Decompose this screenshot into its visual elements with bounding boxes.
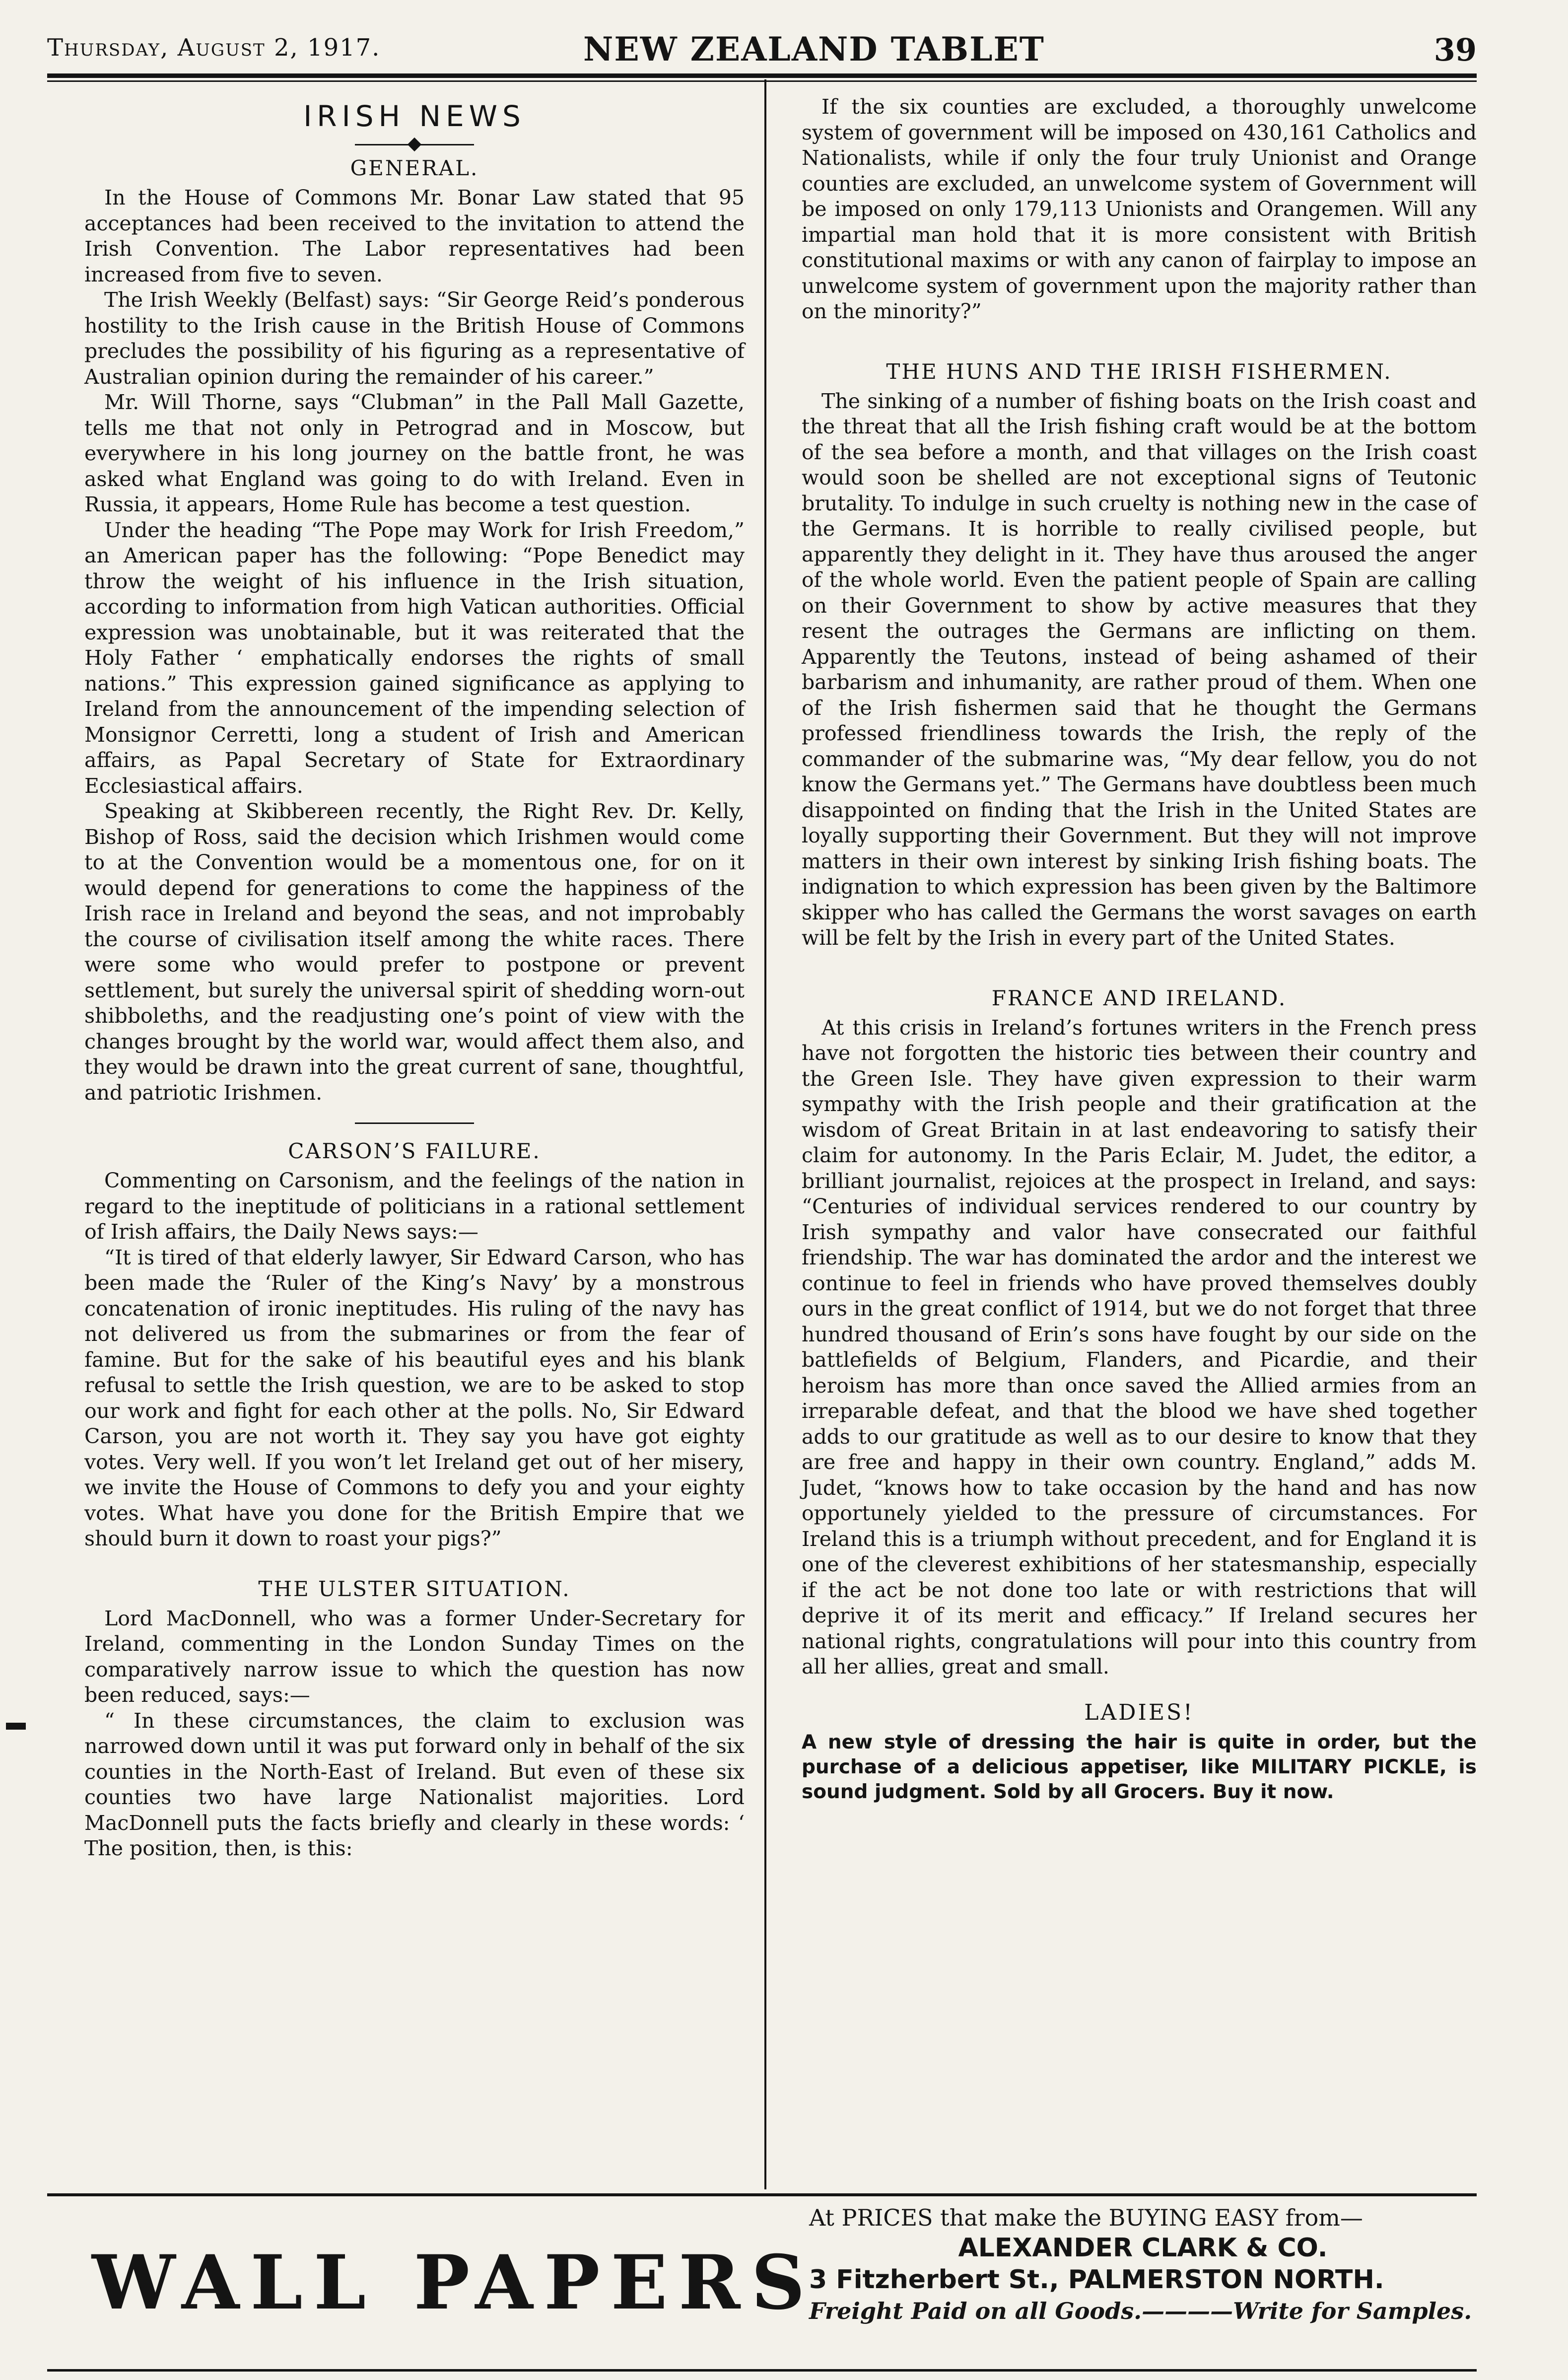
ladies-heading: LADIES! (1084, 1699, 1194, 1725)
article-paragraph: The sinking of a number of fishing boats on the Irish coast and the threat that all the Irish fishing craft would be at the bottom of the sea before a month, and that villages on the Irish coast would soon be shelled are not exceptional signs of Teutonic brutality. To indulge in such cruelty is nothing new in the case of the Germans. It is horrible to really civilised people, but apparently they delight in it. They have thus aroused the anger of the whole world. Even the patient people of Spain are calling on their Government to show by active measures that they resent the outrages the Germans are inflicting on them. Apparently the Teutons, instead of being ashamed of their barbarism and inhumanity, are rather proud of them. When one of the Irish fishermen said that he thought the Germans professed friendliness towards the Irish, the reply of the commander of the submarine was, “My dear fellow, you do not know the Germans yet.” The Germans have doubtless been much disappointed on finding that the Irish in the United States are loyally supporting their Government. But they will not improve matters in their own interest by sinking Irish fishing boats. The indignation to which expression has been given by the Baltimore skipper who has called the Germans the worst savages on earth will be felt by the Irish in every part of the United States. (802, 389, 1477, 950)
article-paragraph: Speaking at Skibbereen recently, the Right Rev. Dr. Kelly, Bishop of Ross, said the decision which Irishmen would come to at the Convention would be a momentous one, for on it would depend for generations to come the happiness of the Irish race in Ireland and beyond the seas, and not improbably the course of civilisation itself among the white races. There were some who would prefer to postpone or prevent settlement, but surely the universal spirit of shedding worn-out shibboleths, and the readjusting one’s point of view with the changes brought by the world war, would affect them also, and they would be drawn into the great current of sane, thoughtful, and patriotic Irishmen. (84, 799, 745, 1105)
section-heading-ulster: THE ULSTER SITUATION. (258, 1576, 571, 1601)
diamond-ornament-icon (408, 138, 421, 151)
advert-rule-top (47, 2193, 1477, 2196)
section-heading-carson: CARSON’S FAILURE. (288, 1139, 541, 1163)
wall-papers-advert (47, 2204, 1477, 2368)
article-paragraph: At this crisis in Ireland’s fortunes writers in the French press have not forgotten the historic ties between their country and the Green Isle. They have given expression to their warm sympathy with the Irish people and their gratification at the wisdom of Great Britain in at last endeavoring to satisfy their claim for autonomy. In the Paris Eclair, M. Judet, the editor, a brilliant journalist, rejoices at the prospect in Ireland, and says: “Centuries of individual services rendered to our country by Irish sympathy and valor have consecrated our faithful friendship. The war has dominated the ardor and the interest we continue to feel in friends who have proved themselves doubly ours in the great conflict of 1914, but we do not forget that three hundred thousand of Erin’s sons have fought by our side on the battlefields of Belgium, Flanders, and Picardie, and their heroism has more than once saved the Allied armies from an irreparable defeat, and that the blood we have shed together adds to our gratitude as well as to our desire to know that they are free and happy in their own country. England,” adds M. Judet, “knows how to take occasion by the hand and has now opportunely yielded to the pressure of circumstances. For Ireland this is a triumph without precedent, and for England it is one of the cleverest exhibitions of her statesmanship, especially if the act be not done too late or with restrictions that will deprive it of its merit and efficacy.” If Ireland secures her national rights, congratulations will pour into this country from all her allies, great and small. (802, 1015, 1477, 1679)
page-header (47, 30, 1477, 70)
advert-line-company: ALEXANDER CLARK & CO. (958, 2233, 1328, 2263)
left-column (84, 94, 745, 1862)
section-heading-general: GENERAL. (350, 156, 479, 180)
article-paragraph: Under the heading “The Pope may Work for Irish Freedom,” an American paper has the following: “Pope Benedict may throw the weight of his influence in the Irish situation, according to information from high Vatican authorities. Official expression was unobtainable, but it was reiterated that the Holy Father ‘ emphatically endorses the rights of small nations.” This expression gained significance as applying to Ireland from the announcement of the impending selection of Monsignor Cerretti, long a student of Irish and American affairs, as Papal Secretary of State for Extraordinary Ecclesiastical affairs. (84, 518, 745, 798)
header-rule-thick (47, 73, 1477, 78)
continued-paragraph: If the six counties are excluded, a thoroughly unwelcome system of government will be imposed on 430,161 Catholics and Nationalists, while if only the four truly Unionist and Orange counties are excluded, an unwelcome system of Government will be imposed on only 179,113 Unionists and Orangemen. Will any impartial man hold that it is more consistent with British constitutional maxims or with any canon of fairplay to impose an unwelcome system of government upon the majority rather than on the minority?” (802, 95, 1477, 323)
article-paragraph: In the House of Commons Mr. Bonar Law stated that 95 acceptances had been received to the invitation to attend the Irish Convention. The Labor representatives had been increased from five to seven. (84, 186, 745, 286)
main-heading: IRISH NEWS (303, 99, 526, 133)
page-number: 39 (1433, 32, 1477, 68)
advert-details (809, 2204, 1477, 2324)
right-column (802, 94, 1477, 1805)
header-rule-thin (47, 80, 1477, 82)
article-paragraph: Commenting on Carsonism, and the feelings of the nation in regard to the ineptitude of politicians in a rational settlement of Irish affairs, the Daily News says:— (84, 1169, 745, 1244)
article-paragraph: Mr. Will Thorne, says “Clubman” in the Pall Mall Gazette, tells me that not only in Petrograd and in Moscow, but everywhere in his long journey on the battle front, he was asked what England was going to do with Ireland. Even in Russia, it appears, Home Rule has become a test question. (84, 390, 745, 516)
column-divider (764, 79, 766, 2189)
heading-ornament (84, 136, 745, 153)
advert-headline: WALL PAPERS (92, 2239, 816, 2326)
section-heading-huns: THE HUNS AND THE IRISH FISHERMEN. (886, 359, 1392, 384)
article-paragraph: Lord MacDonnell, who was a former Under-Secretary for Ireland, commenting in the London Sunday Times on the comparatively narrow issue to which the question has now been reduced, says:— (84, 1606, 745, 1707)
advert-line-address: 3 Fitzherbert St., PALMERSTON NORTH. (809, 2265, 1384, 2295)
advert-line-freight: Freight Paid on all Goods.————Write for Samples. (809, 2298, 1472, 2324)
advert-rule-bottom (47, 2369, 1477, 2372)
margin-pointer-mark (6, 1723, 26, 1730)
article-paragraph: The Irish Weekly (Belfast) says: “Sir George Reid’s ponderous hostility to the Irish cause in the British House of Commons precludes the possibility of his figuring as a representative of Australian opinion during the remainder of his career.” (84, 288, 745, 389)
article-paragraph: “It is tired of that elderly lawyer, Sir Edward Carson, who has been made the ‘Ruler of the King’s Navy’ by a monstrous concatenation of ironic ineptitudes. His ruling of the navy has not delivered us from the submarines or from the fear of famine. But for the sake of his beautiful eyes and his blank refusal to settle the Irish question, we are to be asked to stop our work and fight for each other at the polls. No, Sir Edward Carson, you are not worth it. They say you have got eighty votes. Very well. If you won’t let Ireland get out of her misery, we invite the House of Commons to defy you and your eighty votes. What have you done for the British Empire that we should burn it down to roast your pigs?” (84, 1245, 745, 1550)
publication-title: NEW ZEALAND TABLET (583, 30, 1045, 69)
advert-line-prices: At PRICES that make the BUYING EASY from— (809, 2204, 1363, 2231)
section-divider (355, 1122, 474, 1124)
section-heading-france: FRANCE AND IRELAND. (991, 985, 1287, 1010)
article-paragraph: “ In these circumstances, the claim to exclusion was narrowed down until it was put forward only in behalf of the six counties in the North-East of Ireland. But even of these six counties two have large Nationalist majorities. Lord MacDonnell puts the facts briefly and clearly in these words: ‘ The position, then, is this: (84, 1708, 745, 1860)
ladies-advert-text: A new style of dressing the hair is quite in order, but the purchase of a delicious appetiser, like MILITARY PICKLE, is sound judgment. Sold by all Grocers. Buy it now. (802, 1731, 1477, 1803)
issue-date: Thursday, August 2, 1917. (47, 34, 381, 62)
